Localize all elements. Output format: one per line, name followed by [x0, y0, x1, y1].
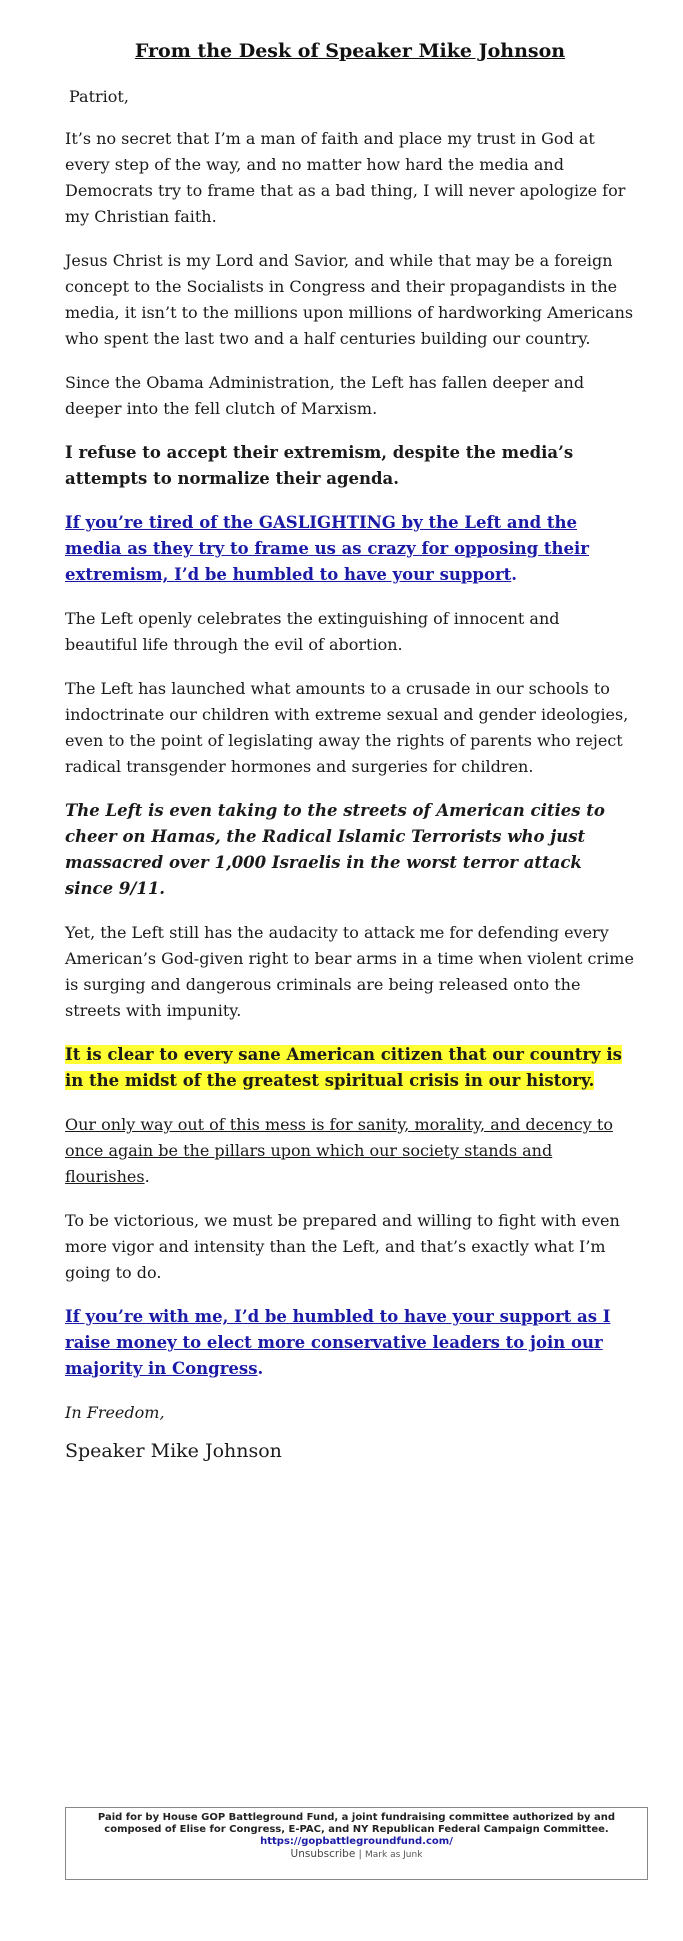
paragraph-bear-arms: Yet, the Left still has the audacity to attack me for defending every American’s God-given right to bear arms in a time when violent crime is surging and dangerous criminals are being released onto the streets with impunity. — [65, 923, 634, 1020]
paragraph-spiritual-crisis — [65, 1042, 635, 1094]
signature: Speaker Mike Johnson — [65, 1440, 282, 1462]
paragraph-abortion: The Left openly celebrates the extinguishing of innocent and beautiful life through the evil of abortion. — [65, 609, 560, 654]
website-link[interactable]: https://gopbattlegroundfund.com/ — [260, 1836, 453, 1847]
paid-for-disclaimer: Paid for by House GOP Battleground Fund, a joint fundraising committee authorized by and composed of Elise for Congress, E-PAC, and NY Republican Federal Campaign Committee. — [97, 1812, 616, 1835]
paragraph-marxism: Since the Obama Administration, the Left has fallen deeper and deeper into the fell clutch of Marxism. — [65, 373, 585, 418]
paragraph-refuse-extremism: I refuse to accept their extremism, despite the media’s attempts to normalize their agenda. — [65, 443, 574, 488]
page-title: From the Desk of Speaker Mike Johnson — [134, 40, 566, 62]
signoff: In Freedom, — [65, 1403, 165, 1422]
greeting: Patriot, — [69, 87, 129, 106]
separator: | — [358, 1849, 362, 1860]
highlighted-text: It is clear to every sane American citizen that our country is in the midst of the greatest spiritual crisis in our history. — [65, 1045, 622, 1090]
punctuation: . — [257, 1359, 264, 1378]
unsubscribe-link[interactable]: Unsubscribe — [290, 1848, 356, 1860]
letter-body — [65, 40, 635, 1462]
disclaimer-footer — [65, 1807, 648, 1880]
paragraph-victorious: To be victorious, we must be prepared and willing to fight with even more vigor and intensity than the Left, and that’s exactly what I’m going to do. — [65, 1211, 620, 1282]
paragraph-savior: Jesus Christ is my Lord and Savior, and while that may be a foreign concept to the Socialists in Congress and their propagandists in the media, it isn’t to the millions upon millions of hardworking Americans who spent the last two and a half centuries building our country. — [65, 251, 634, 348]
mark-as-junk-link[interactable]: Mark as Junk — [365, 1850, 423, 1860]
support-link-raise-money[interactable]: If you’re with me, I’d be humbled to have your support as I raise money to elect more conservative leaders to join our majority in Congress — [65, 1307, 611, 1378]
paragraph-faith: It’s no secret that I’m a man of faith and place my trust in God at every step of the way, and no matter how hard the media and Democrats try to frame that as a bad thing, I will never apologize for my Christian faith. — [65, 129, 626, 226]
paragraph-schools: The Left has launched what amounts to a crusade in our schools to indoctrinate our children with extreme sexual and gender ideologies, even to the point of legislating away the rights of parents who reject radical transgender hormones and surgeries for children. — [65, 679, 629, 776]
punctuation: . — [144, 1167, 150, 1186]
paragraph-sanity — [65, 1112, 635, 1190]
paragraph-raise-money-link — [65, 1304, 635, 1382]
support-link-gaslighting[interactable]: If you’re tired of the GASLIGHTING by the Left and the media as they try to frame us as crazy for opposing their extremism, I’d be humbled to have your support — [65, 513, 589, 584]
paragraph-support-link — [65, 510, 635, 588]
punctuation: . — [511, 565, 518, 584]
underlined-text: Our only way out of this mess is for sanity, morality, and decency to once again be the pillars upon which our society stands and flourishes — [65, 1115, 613, 1186]
paragraph-hamas: The Left is even taking to the streets of American cities to cheer on Hamas, the Radical Islamic Terrorists who just massacred over 1,000 Israelis in the worst terror attack since 9/11. — [65, 801, 605, 898]
